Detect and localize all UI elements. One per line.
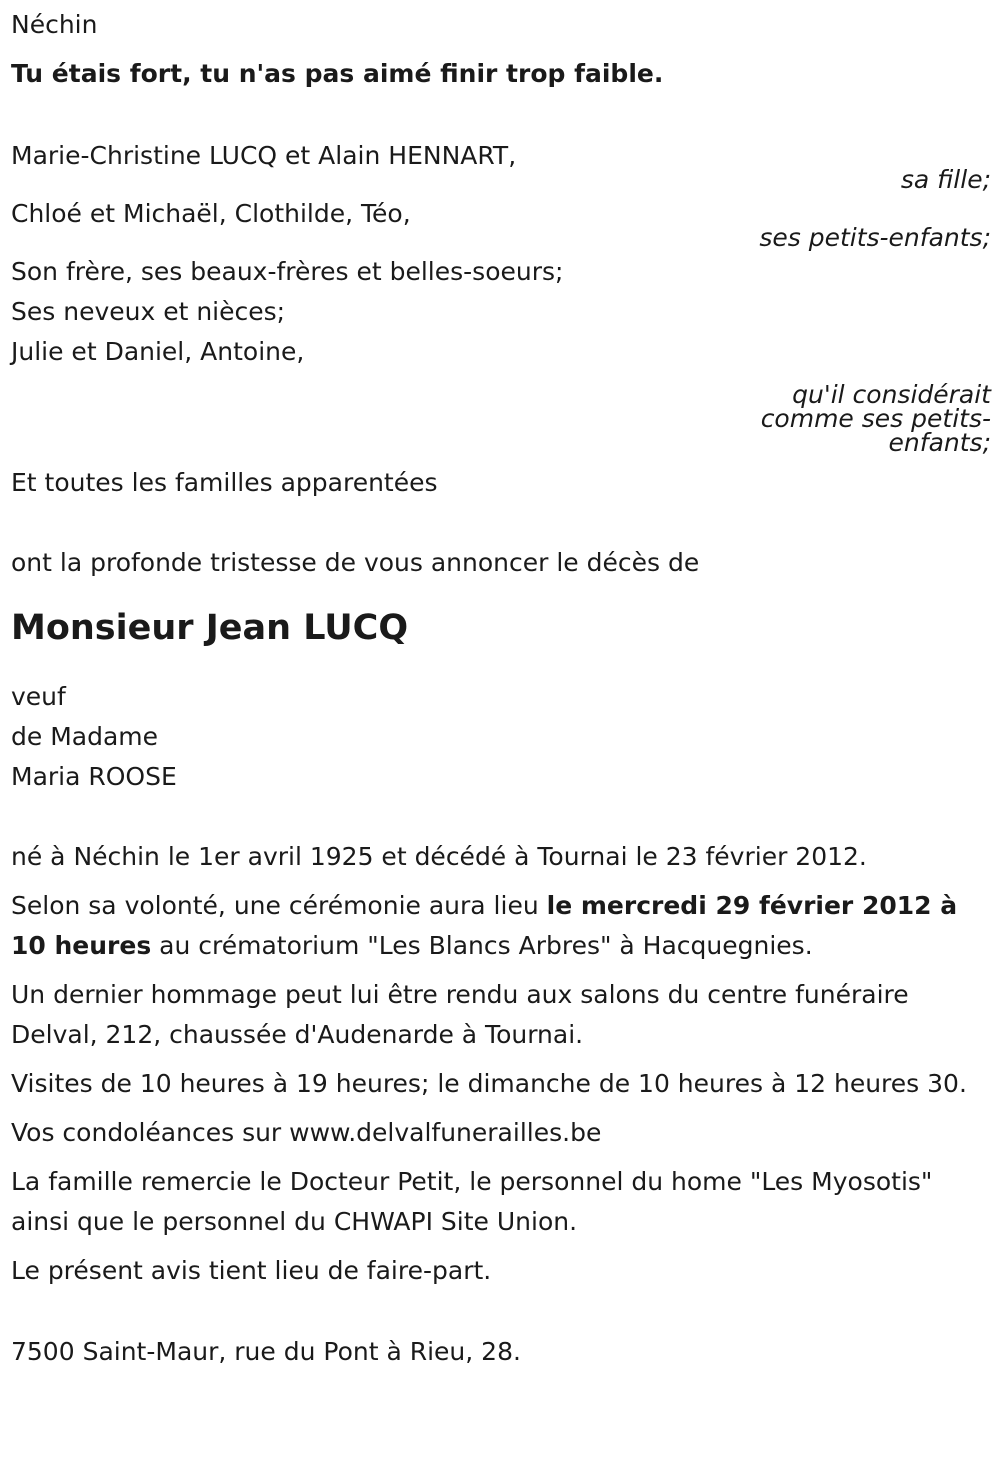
family-grandchildren-names: Chloé et Michaël, Clothilde, Téo, (11, 199, 411, 228)
widow-line-1: veuf (11, 682, 66, 711)
family-others-role-line-1: qu'il considérait (792, 380, 991, 409)
family-siblings: Son frère, ses beaux-frères et belles-soeurs; (11, 257, 564, 286)
location: Néchin (11, 10, 98, 39)
family-nephews: Ses neveux et nièces; (11, 297, 286, 326)
notice-paragraph: Le présent avis tient lieu de faire-part. (11, 1256, 492, 1285)
ceremony-place: au crématorium "Les Blancs Arbres" à Hacquegnies. (151, 931, 813, 960)
family-all-families: Et toutes les familles apparentées (11, 468, 438, 497)
announcement: ont la profonde tristesse de vous annoncer le décès de (11, 548, 700, 577)
ceremony-date: le mercredi 29 février 2012 à 10 heures (11, 891, 958, 960)
family-daughter-role: sa fille; (900, 165, 991, 194)
family-daughter-names: Marie-Christine LUCQ et Alain HENNART, (11, 141, 517, 170)
birth-death-dates: né à Néchin le 1er avril 1925 et décédé à Tournai le 23 février 2012. (11, 842, 867, 871)
visits-paragraph: Visites de 10 heures à 19 heures; le dimanche de 10 heures à 12 heures 30. (11, 1069, 967, 1098)
thanks-paragraph: La famille remercie le Docteur Petit, le personnel du home "Les Myosotis" ainsi que le personnel du CHWAPI Site Union. (11, 1167, 933, 1236)
family-others-names: Julie et Daniel, Antoine, (11, 337, 305, 366)
condolences-paragraph: Vos condoléances sur www.delvalfunerailles.be (11, 1118, 602, 1147)
family-grandchildren-role: ses petits-enfants; (759, 223, 991, 252)
widow-line-2: de Madame (11, 722, 159, 751)
address: 7500 Saint-Maur, rue du Pont à Rieu, 28. (11, 1337, 521, 1366)
ceremony-paragraph (11, 886, 991, 966)
obituary-notice (11, 5, 991, 1372)
epigraph: Tu étais fort, tu n'as pas aimé finir trop faible. (11, 59, 664, 88)
widow-line-3: Maria ROOSE (11, 762, 177, 791)
homage-paragraph: Un dernier hommage peut lui être rendu aux salons du centre funéraire Delval, 212, chaussée d'Audenarde à Tournai. (11, 980, 909, 1049)
family-others-role-line-2: comme ses petits- (760, 404, 991, 433)
ceremony-intro: Selon sa volonté, une cérémonie aura lieu (11, 891, 547, 920)
family-others-role-line-3: enfants; (888, 428, 991, 457)
deceased-name: Monsieur Jean LUCQ (11, 608, 409, 648)
